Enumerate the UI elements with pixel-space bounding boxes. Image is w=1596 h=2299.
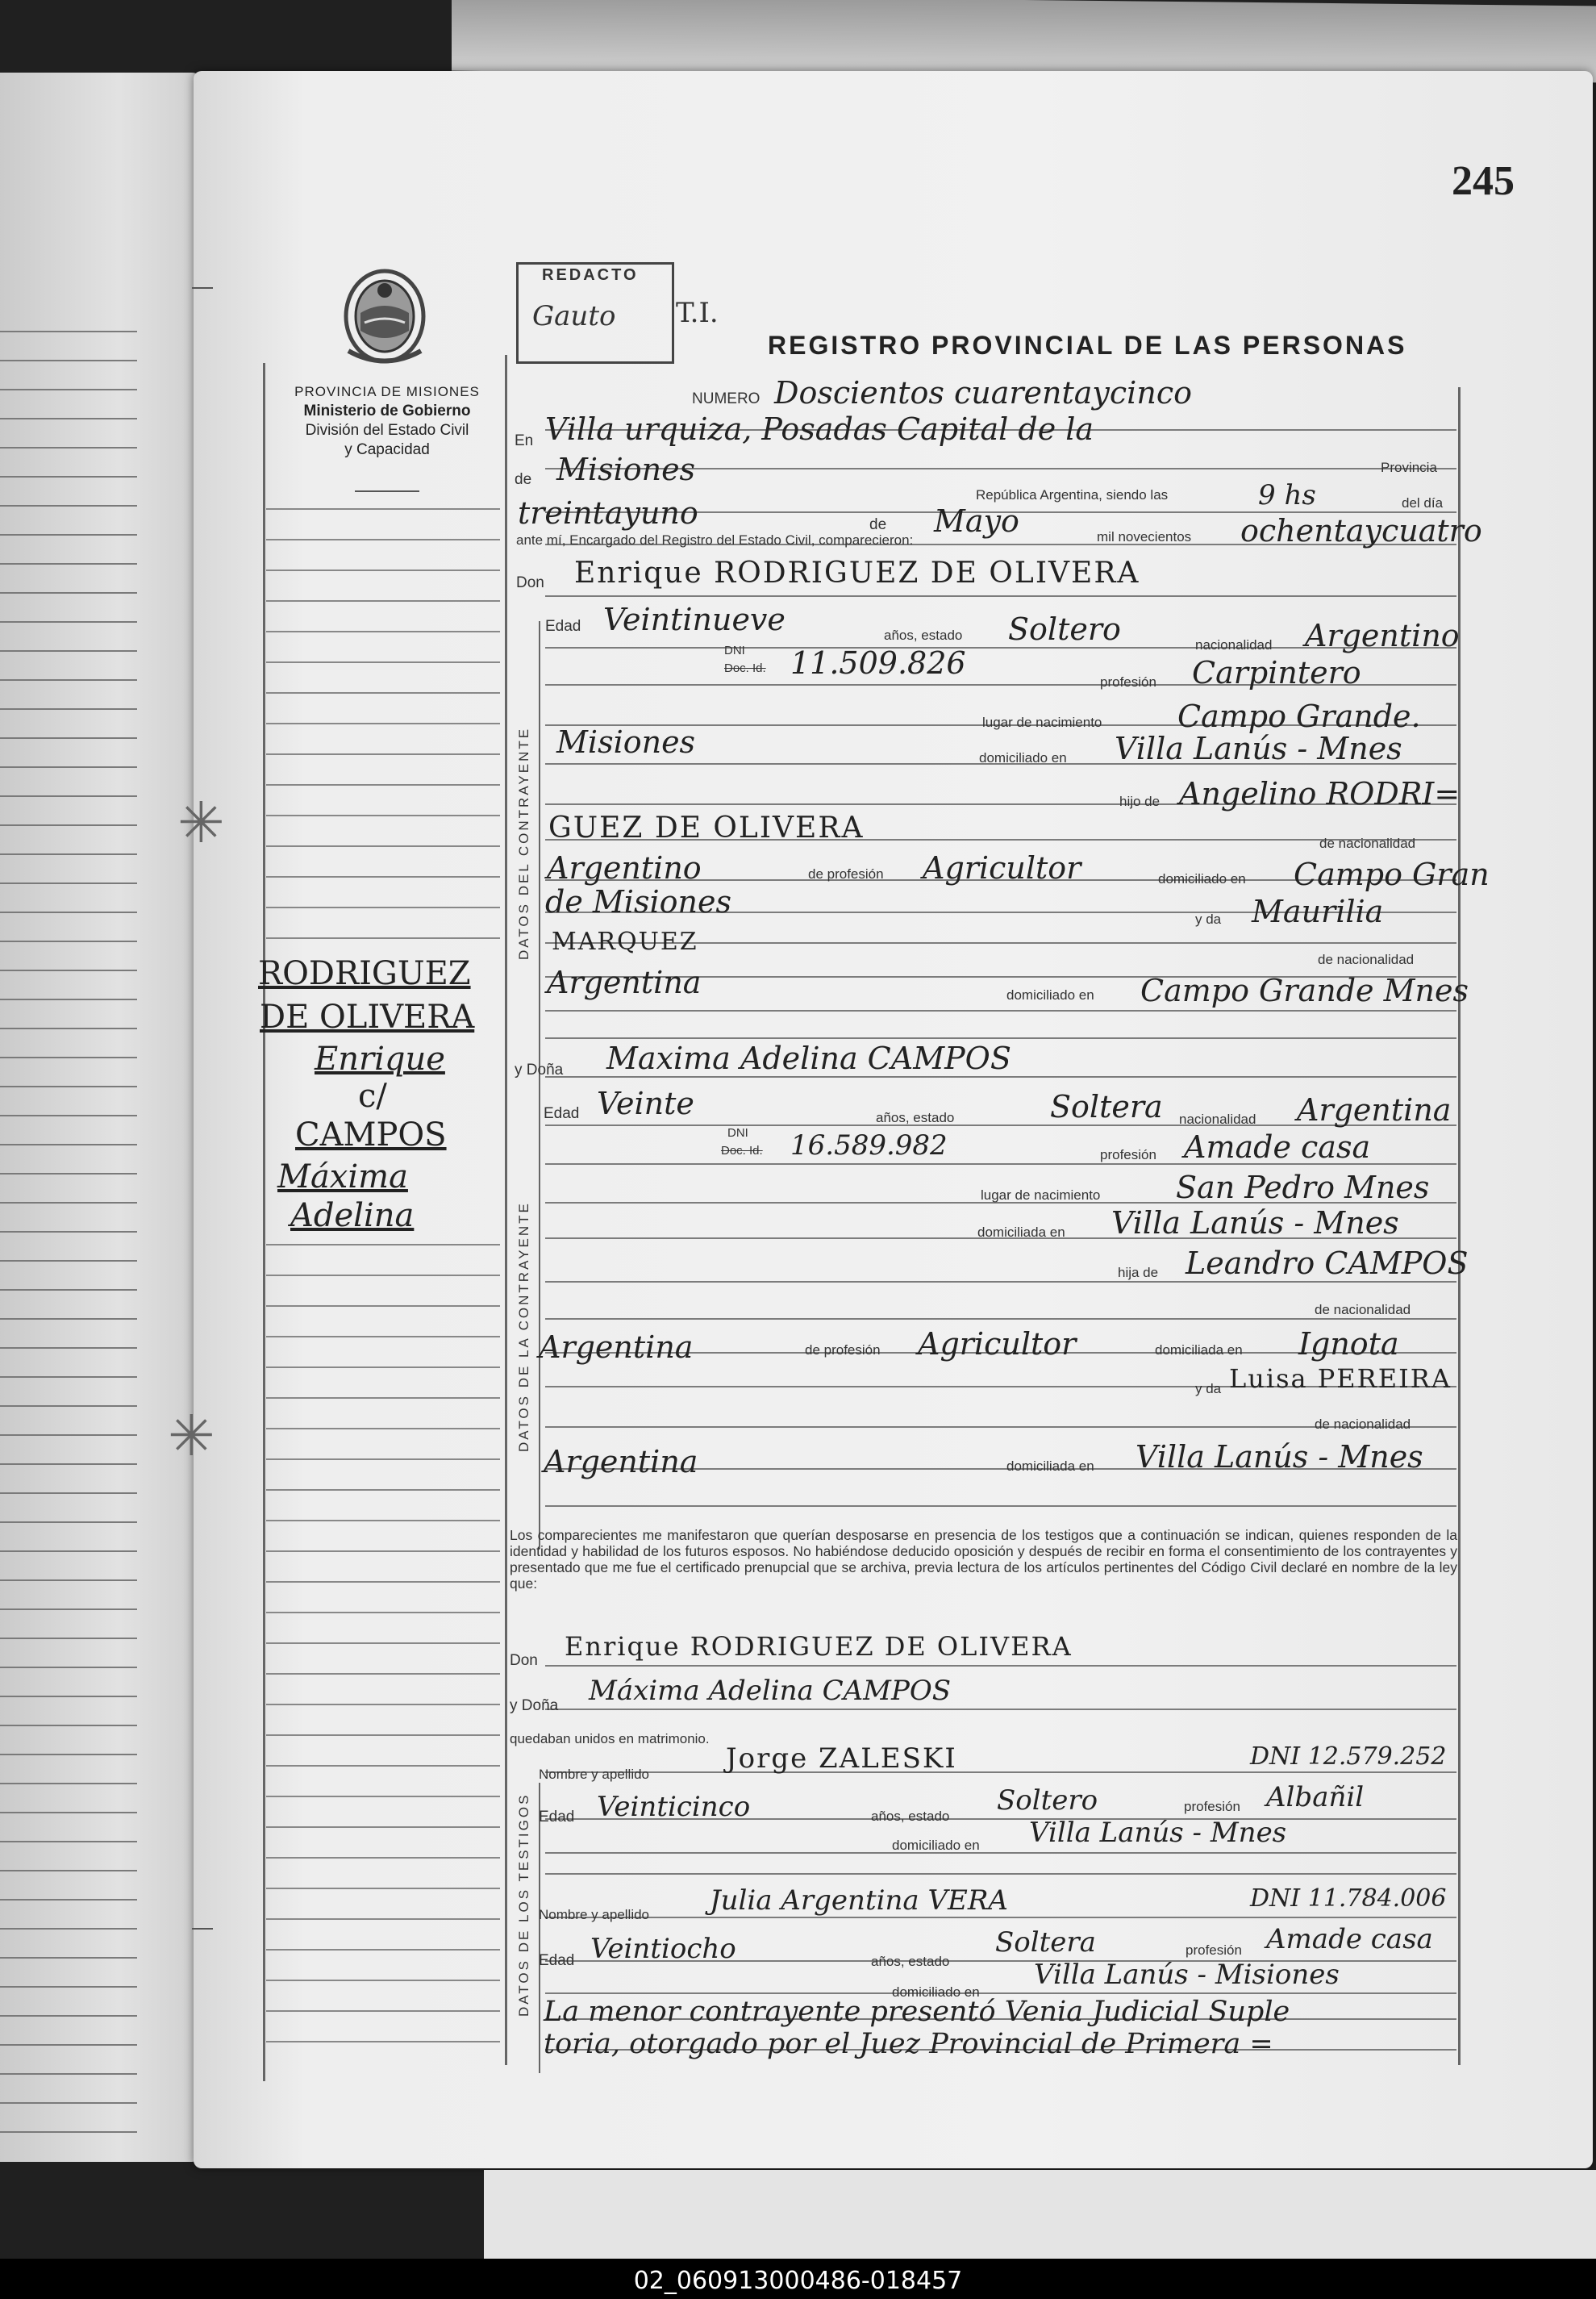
division-label-2: y Capacidad — [344, 441, 430, 458]
left-page-rule — [0, 1899, 137, 1901]
margin-column-left — [263, 363, 265, 2081]
footer-bar — [0, 2259, 1596, 2299]
margin-rule — [266, 1765, 500, 1767]
contrayenta-madre-nac: Argentina — [544, 1444, 698, 1479]
left-page-rule — [0, 1086, 137, 1087]
t2-edad-label: Edad — [539, 1952, 575, 1969]
left-page-rule — [0, 2131, 137, 2133]
form-rule — [545, 1992, 1456, 1994]
margin-rule — [266, 845, 500, 847]
left-page-rule — [0, 2102, 137, 2104]
de-nacionalidad-label: de nacionalidad — [1319, 836, 1416, 851]
margin-rule — [266, 723, 500, 724]
union-dona-label: y Doña — [510, 1697, 559, 1714]
contrayente-edad: Veintinueve — [603, 602, 785, 637]
contrayenta-domicilio: Villa Lanús - Mnes — [1111, 1205, 1399, 1241]
margin-surname-2: DE OLIVERA — [260, 999, 475, 1036]
t2-dom-label: domiciliado en — [892, 1984, 980, 2000]
section-label-testigos: DATOS DE LOS TESTIGOS — [516, 1792, 531, 2017]
provincia-label: Provincia — [1381, 460, 1437, 475]
left-page-rule — [0, 1725, 137, 1726]
left-page-rule — [0, 1115, 137, 1116]
t1-dom-label: domiciliado en — [892, 1838, 980, 1853]
section-label-contrayenta: DATOS DE LA CONTRAYENTE — [516, 1201, 531, 1452]
t1-edad-label: Edad — [539, 1809, 575, 1825]
de-profesion-label: de profesión — [808, 866, 884, 882]
note-line-1: La menor contrayente presentó Venia Judicial Suple — [544, 1996, 1290, 2028]
numero-label: NUMERO — [692, 390, 760, 407]
margin-rule — [266, 631, 500, 632]
contrayente-domicilio: Villa Lanús - Mnes — [1115, 731, 1402, 766]
margin-rule — [266, 1397, 500, 1399]
t2-profesion-label: profesión — [1186, 1942, 1242, 1958]
t1-doc: DNI 12.579.252 — [1250, 1742, 1447, 1771]
margin-rule — [266, 1918, 500, 1920]
left-page-rule — [0, 621, 137, 623]
margin-rule — [266, 1949, 500, 1951]
left-page — [0, 73, 203, 2162]
t1-profesion: Albañil — [1266, 1781, 1365, 1813]
binding-stitch: ✳ — [168, 1404, 215, 1467]
margin-rule — [266, 753, 500, 755]
left-page-rule — [0, 1057, 137, 1058]
margin-rule — [266, 1704, 500, 1705]
left-page-rule — [0, 1318, 137, 1320]
left-page-rule — [0, 1841, 137, 1842]
contrayenta-padre-dom: Ignota — [1298, 1326, 1399, 1362]
margin-rule — [266, 1581, 500, 1583]
section-label-contrayente: DATOS DEL CONTRAYENTE — [516, 726, 531, 960]
contrayente-madre: Maurilia — [1252, 894, 1384, 929]
margin-rule — [266, 876, 500, 878]
binding-thread — [192, 287, 213, 289]
left-page-rule — [0, 1957, 137, 1959]
contrayente-padre-nac: Argentino — [547, 850, 702, 886]
left-page-rule — [0, 1870, 137, 1871]
ministry-label: Ministerio de Gobierno — [303, 403, 471, 419]
left-page-rule — [0, 912, 137, 913]
don-label: Don — [516, 574, 544, 591]
left-page-rule — [0, 1638, 137, 1639]
left-page-rule — [0, 389, 137, 390]
stamp-value: Gauto — [532, 300, 616, 332]
margin-column-right — [505, 355, 507, 2065]
contrayente-madre-cont: MARQUEZ — [552, 928, 698, 956]
margin-rule — [266, 1857, 500, 1859]
contrayente-lugar-nac-cont: Misiones — [556, 724, 696, 760]
de-profesion-label-2: de profesión — [805, 1342, 881, 1358]
t1-anos-estado-label: años, estado — [871, 1809, 950, 1824]
union-don-label: Don — [510, 1652, 538, 1669]
form-rule — [545, 1709, 1456, 1710]
form-rule — [545, 1076, 1456, 1078]
contrayenta-padre: Leandro CAMPOS — [1186, 1245, 1469, 1281]
left-page-rule — [0, 941, 137, 942]
y-da-label: y da — [1195, 912, 1222, 927]
binding-stitch: ✳ — [177, 791, 225, 854]
left-page-rule — [0, 1783, 137, 1784]
margin-rule — [266, 600, 500, 602]
left-page-rule — [0, 1754, 137, 1755]
form-rule — [545, 1505, 1456, 1507]
t1-edad: Veinticinco — [597, 1791, 751, 1823]
t1-domicilio: Villa Lanús - Mnes — [1029, 1817, 1287, 1849]
margin-rule — [266, 907, 500, 908]
union-don: Enrique RODRIGUEZ DE OLIVERA — [565, 1631, 1073, 1662]
margin-rule — [266, 784, 500, 786]
nacionalidad-label-2: nacionalidad — [1179, 1112, 1256, 1127]
numero-value: Doscientos cuarentaycinco — [774, 375, 1192, 411]
contrayenta-madre: Luisa PEREIRA — [1229, 1363, 1452, 1394]
left-page-rule — [0, 1405, 137, 1407]
de-nacionalidad-label-2: de nacionalidad — [1315, 1302, 1411, 1317]
form-rule — [545, 1318, 1456, 1320]
margin-rule — [266, 1642, 500, 1644]
contrayente-estado: Soltero — [1008, 611, 1121, 647]
contrayente-padre-dom: Campo Gran — [1294, 857, 1490, 892]
t1-nombre: Jorge ZALESKI — [726, 1742, 957, 1775]
t2-estado: Soltera — [995, 1926, 1096, 1959]
margin-rule — [266, 539, 500, 540]
contrayenta-profesion: Amade casa — [1184, 1129, 1371, 1165]
province-seal-icon — [340, 266, 429, 371]
t2-anos-estado-label: años, estado — [871, 1954, 950, 1969]
form-rule — [545, 1852, 1456, 1854]
t1-nombre-label: Nombre y apellido — [539, 1767, 650, 1782]
left-page-rule — [0, 679, 137, 681]
contrayenta-nacionalidad: Argentina — [1297, 1092, 1452, 1128]
hora-value: 9 hs — [1258, 479, 1316, 511]
dni-label: DNI — [724, 644, 745, 657]
y-da-label-2: y da — [1195, 1381, 1222, 1396]
madre-nac-label-2: de nacionalidad — [1315, 1417, 1411, 1432]
left-page-rule — [0, 1667, 137, 1668]
lower-page-block — [484, 2170, 1596, 2259]
note-line-2: toria, otorgado por el Juez Provincial de Primera = — [544, 2028, 1273, 2060]
margin-rule — [266, 508, 500, 510]
contrayenta-doc: 16.589.982 — [790, 1129, 948, 1162]
margin-rule — [266, 1366, 500, 1368]
contrayenta-estado: Soltera — [1050, 1089, 1163, 1124]
form-rule — [545, 1037, 1456, 1039]
footer-id: 02_060913000486-018457 — [633, 2267, 963, 2295]
heading-underline — [355, 490, 419, 492]
margin-rule — [266, 815, 500, 816]
left-page-rule — [0, 1144, 137, 1145]
province-label: PROVINCIA DE MISIONES — [294, 384, 480, 399]
margin-surname-3: CAMPOS — [295, 1116, 447, 1154]
margin-rule — [266, 1458, 500, 1460]
contrayenta-edad: Veinte — [597, 1086, 694, 1121]
contrayente-madre-dom: Campo Grande Mnes — [1140, 973, 1469, 1008]
form-rule — [545, 1281, 1456, 1283]
margin-rule — [266, 2041, 500, 2042]
left-page-rule — [0, 1260, 137, 1262]
margin-rule — [266, 2010, 500, 2012]
left-page-rule — [0, 1492, 137, 1494]
left-page-rule — [0, 2073, 137, 2075]
contrayente-padre: Angelino RODRI= — [1179, 776, 1461, 812]
left-page-rule — [0, 1202, 137, 1204]
page-number: 245 — [1452, 158, 1515, 204]
margin-rule — [266, 1305, 500, 1307]
form-rule — [545, 1665, 1456, 1667]
declaration-text: Los comparecientes me manifestaron que querían desposarse en presencia de los testigos que a continuación se indican, quienes responden de la identidad y habilidad de los futuros esposos. No habiéndose deducido oposición y después de recibir en forma el consentimiento de los contrayentes y presentado que me fue el certificado prenupcial que se archiva, previa lectura de los artículos pertinentes del Código Civil declaré en nombre de la ley que: — [510, 1527, 1457, 1592]
left-page-rule — [0, 534, 137, 536]
margin-rule — [266, 1888, 500, 1889]
margin-rule — [266, 1489, 500, 1491]
lugar-value: Villa urquiza, Posadas Capital de la — [545, 411, 1094, 447]
contrayenta-name: Maxima Adelina CAMPOS — [606, 1041, 1011, 1076]
mil-label: mil novecientos — [1097, 529, 1192, 544]
mes-value: Mayo — [934, 503, 1019, 539]
left-page-rule — [0, 999, 137, 1000]
left-page-rule — [0, 708, 137, 710]
margin-surname: RODRIGUEZ — [258, 955, 471, 992]
margin-rule — [266, 1673, 500, 1675]
anos-estado-label-2: años, estado — [876, 1110, 955, 1125]
margin-rule — [266, 937, 500, 939]
left-page-rule — [0, 1986, 137, 1988]
left-page-rule — [0, 1550, 137, 1552]
contrayente-nacionalidad: Argentino — [1305, 618, 1460, 653]
left-page-rule — [0, 1696, 137, 1697]
margin-rule — [266, 1612, 500, 1613]
madre-dom-label: domiciliado en — [1006, 987, 1094, 1003]
left-page-rule — [0, 476, 137, 478]
left-page-rule — [0, 1608, 137, 1610]
contrayente-name: Enrique RODRIGUEZ DE OLIVERA — [574, 557, 1140, 590]
contrayente-madre-nac: Argentina — [547, 965, 702, 1000]
doc-printed-label-2: Doc. Id. — [721, 1144, 763, 1158]
republica-label: República Argentina, siendo las — [976, 487, 1169, 503]
margin-rule — [266, 1520, 500, 1521]
contrayente-lugar-nac: Campo Grande. — [1177, 699, 1421, 734]
margin-rule — [266, 1826, 500, 1828]
form-rule — [545, 1873, 1456, 1875]
nacionalidad-label: nacionalidad — [1195, 637, 1273, 653]
margin-rule — [266, 1550, 500, 1552]
de-mes-label: de — [869, 516, 887, 533]
left-page-rule — [0, 795, 137, 797]
annotation-mark: T.I. — [676, 297, 719, 329]
hija-label: hija de — [1118, 1265, 1159, 1280]
margin-rule — [266, 1980, 500, 1981]
stamp-label: REDACTO — [542, 266, 639, 284]
left-page-rule — [0, 1434, 137, 1436]
form-rule — [545, 1917, 1456, 1918]
de-label: de — [515, 471, 532, 488]
issuer-heading — [266, 382, 508, 460]
margin-given: Enrique — [315, 1041, 445, 1078]
left-page-rule — [0, 1289, 137, 1291]
section-bracket — [539, 1783, 540, 2073]
left-page-rule — [0, 1376, 137, 1378]
margin-rule — [266, 1734, 500, 1736]
contrayente-padre-cont: GUEZ DE OLIVERA — [548, 812, 865, 845]
left-page-rule — [0, 1347, 137, 1349]
left-page-rule — [0, 970, 137, 971]
t2-doc: DNI 11.784.006 — [1250, 1884, 1447, 1913]
left-page-rule — [0, 1028, 137, 1029]
t2-edad: Veintiocho — [590, 1933, 736, 1965]
left-page-rule — [0, 2044, 137, 2046]
document-title: REGISTRO PROVINCIAL DE LAS PERSONAS — [768, 331, 1407, 360]
contrayente-profesion: Carpintero — [1192, 655, 1361, 691]
left-page-rule — [0, 418, 137, 419]
contrayente-padre-prof: Agricultor — [923, 850, 1081, 886]
left-page-rule — [0, 563, 137, 565]
left-page-rule — [0, 1928, 137, 1930]
union-dona: Máxima Adelina CAMPOS — [589, 1675, 952, 1707]
lugar-nac-label: lugar de nacimiento — [982, 715, 1102, 730]
left-page-rule — [0, 592, 137, 594]
dona-label: y Doña — [515, 1062, 564, 1079]
padre-dom-label-2: domiciliada en — [1155, 1342, 1243, 1358]
t1-estado: Soltero — [997, 1784, 1098, 1817]
margin-rule — [266, 661, 500, 663]
edad-label-2: Edad — [544, 1105, 580, 1122]
en-label: En — [515, 432, 534, 449]
left-page-rule — [0, 1812, 137, 1813]
edad-label: Edad — [545, 618, 581, 635]
margin-rule — [266, 1336, 500, 1337]
ante-label: ante mí, Encargado del Registro del Estado Civil, comparecieron: — [516, 532, 914, 548]
left-page-rule — [0, 1463, 137, 1465]
left-page-rule — [0, 882, 137, 884]
left-page-rule — [0, 2015, 137, 2017]
doc-printed-label: Doc. Id. — [724, 661, 766, 675]
left-page-rule — [0, 1231, 137, 1233]
contrayenta-padre-prof: Agricultor — [918, 1326, 1077, 1362]
domiciliada-label: domiciliada en — [977, 1225, 1065, 1240]
left-page-rule — [0, 1521, 137, 1523]
anos-estado-label: años, estado — [884, 628, 963, 643]
margin-rule — [266, 1428, 500, 1429]
t2-nombre-label: Nombre y apellido — [539, 1907, 650, 1922]
left-page-rule — [0, 824, 137, 826]
division-label: División del Estado Civil — [305, 422, 469, 439]
provincia-value: Misiones — [556, 452, 696, 487]
margin-rule — [266, 570, 500, 571]
quedaban-text: quedaban unidos en matrimonio. — [510, 1731, 710, 1746]
left-page-rule — [0, 447, 137, 449]
del-dia-label: del día — [1402, 495, 1444, 511]
lugar-nac-label-2: lugar de nacimiento — [981, 1187, 1101, 1203]
binding-thread — [192, 1928, 213, 1930]
contrayente-padre-dom-cont: de Misiones — [545, 884, 731, 920]
dia-value: treintayuno — [518, 495, 698, 531]
hijo-label: hijo de — [1119, 794, 1161, 809]
profesion-label: profesión — [1100, 674, 1156, 690]
left-page-rule — [0, 1173, 137, 1175]
margin-connector: c/ — [358, 1078, 387, 1115]
margin-rule — [266, 692, 500, 694]
form-rule — [545, 595, 1456, 597]
margin-rule — [266, 1275, 500, 1276]
t2-domicilio: Villa Lanús - Misiones — [1034, 1959, 1340, 1991]
left-page-rule — [0, 331, 137, 332]
section-bracket — [539, 621, 540, 1549]
contrayente-doc: 11.509.826 — [790, 645, 966, 681]
form-rule — [545, 1771, 1456, 1773]
left-page-rule — [0, 737, 137, 739]
contrayenta-padre-nac: Argentina — [539, 1329, 694, 1365]
left-page-rule — [0, 505, 137, 507]
contrayenta-madre-dom: Villa Lanús - Mnes — [1136, 1439, 1423, 1475]
madre-nac-label: de nacionalidad — [1318, 952, 1415, 967]
t1-profesion-label: profesión — [1184, 1799, 1240, 1814]
form-rule — [545, 1010, 1456, 1012]
contrayenta-lugar-nac: San Pedro Mnes — [1176, 1170, 1430, 1205]
left-page-rule — [0, 1579, 137, 1581]
dni-label-2: DNI — [727, 1126, 748, 1140]
margin-given-3: Adelina — [290, 1197, 415, 1234]
left-page-rule — [0, 360, 137, 361]
margin-rule — [266, 1244, 500, 1245]
left-page-rule — [0, 650, 137, 652]
t2-profesion: Amade casa — [1266, 1923, 1433, 1955]
left-page-rule — [0, 853, 137, 855]
left-page-rule — [0, 766, 137, 768]
t2-nombre: Julia Argentina VERA — [710, 1884, 1008, 1917]
madre-dom-label-2: domiciliada en — [1006, 1458, 1094, 1474]
margin-given-2: Máxima — [277, 1158, 408, 1195]
profesion-label-2: profesión — [1100, 1147, 1156, 1162]
padre-dom-label: domiciliado en — [1158, 871, 1246, 887]
anio-value: ochentaycuatro — [1240, 513, 1482, 549]
domiciliado-label: domiciliado en — [979, 750, 1067, 766]
margin-rule — [266, 1796, 500, 1797]
